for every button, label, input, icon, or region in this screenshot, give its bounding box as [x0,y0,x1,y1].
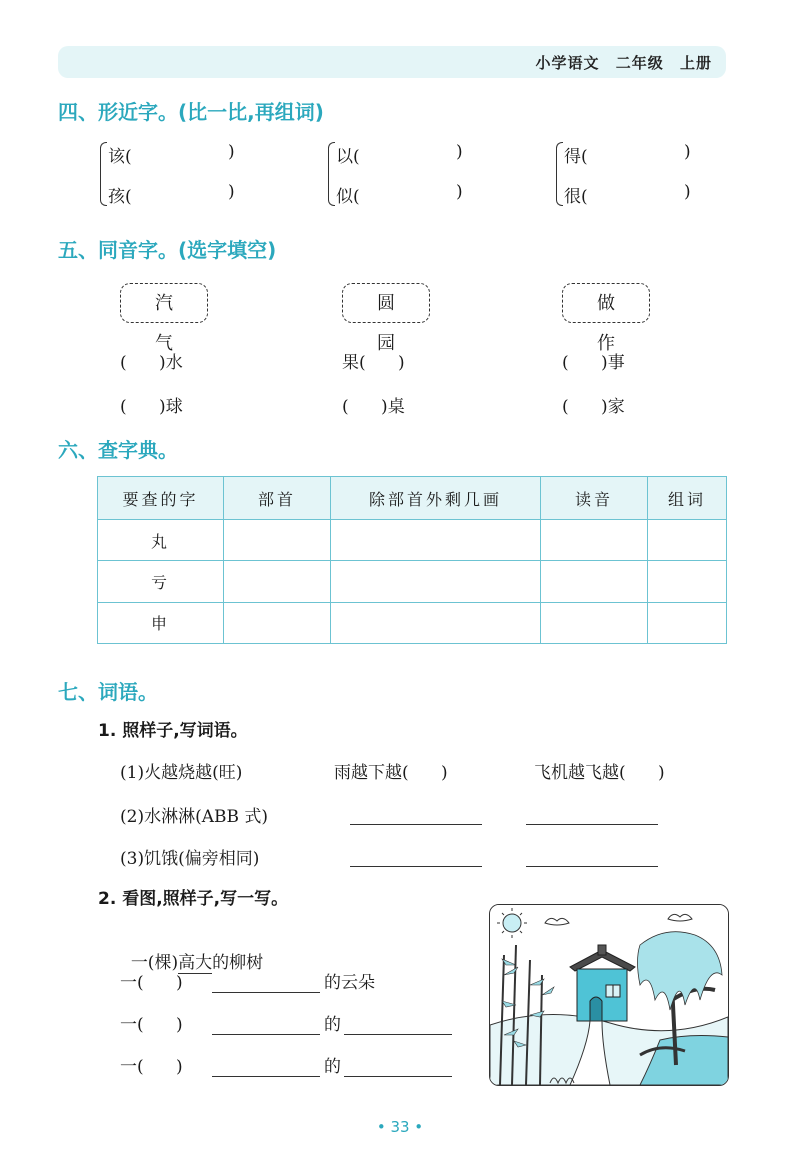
example-word: 高大 [178,953,213,973]
char-a: 该( [108,147,132,167]
phrase-mid: 的 [324,1015,341,1035]
close-paren: ) [456,142,463,162]
answer-cell[interactable] [541,561,648,602]
fill-blank: 果( ) [342,353,405,373]
answer-cell[interactable] [331,602,541,643]
answer-line[interactable] [350,844,482,867]
prompt-item: (2)水淋淋(ABB 式) [120,807,269,827]
brace [100,142,107,206]
similar-char-group-1 [100,140,260,210]
char-b: 似( [336,187,360,207]
close-paren: ) [456,182,463,202]
similar-char-group-3 [556,140,716,210]
char-b: 很( [564,187,588,207]
fill-blank: ( )球 [120,397,183,417]
fill-item: 雨越下越( ) [334,763,448,783]
homophone-box-3: 做 作 [562,283,650,323]
answer-cell[interactable] [648,561,727,602]
answer-cell[interactable] [224,561,331,602]
willow-house-illustration [489,904,729,1086]
table-row [98,561,727,602]
phrase-prefix: 一( ) [120,1015,183,1035]
subsection-2-title: 2. 看图,照样子,写一写。 [98,889,289,909]
answer-line[interactable] [344,1012,452,1035]
answer-line[interactable] [212,970,320,993]
col-header: 除部首外剩几画 [331,477,541,520]
col-header: 部首 [224,477,331,520]
brace [556,142,563,206]
answer-cell[interactable] [648,520,727,561]
page-number: • 33 • [376,1118,424,1136]
section-6-title: 六、查字典。 [58,438,178,462]
table-header-row [98,477,727,520]
answer-cell[interactable] [224,520,331,561]
col-header: 读音 [541,477,648,520]
char-b: 孩( [108,187,132,207]
answer-line[interactable] [212,1054,320,1077]
answer-line[interactable] [344,1054,452,1077]
char-cell: 丸 [98,520,224,561]
example-phrase [120,928,263,973]
char-a: 得( [564,147,588,167]
homophone-box-1: 汽 气 [120,283,208,323]
col-header: 要查的字 [98,477,224,520]
header-text: 小学语文 二年级 上册 [535,54,712,72]
answer-line[interactable] [526,844,658,867]
prompt-item: (3)饥饿(偏旁相同) [120,849,260,869]
char-cell: 亏 [98,561,224,602]
table-row [98,520,727,561]
fill-item: 飞机越飞越( ) [534,763,665,783]
col-header: 组词 [648,477,727,520]
phrase-prefix: 一( ) [120,973,183,993]
similar-char-group-2 [328,140,488,210]
answer-line[interactable] [350,802,482,825]
brace [328,142,335,206]
example-item: (1)火越烧越(旺) [120,763,243,783]
close-paren: ) [684,142,691,162]
homophone-box-2: 圆 园 [342,283,430,323]
example-suffix: 的柳树 [212,953,264,973]
char-a: 以( [336,147,360,167]
phrase-mid: 的云朵 [324,973,375,993]
section-5-title: 五、同音字。(选字填空) [58,238,277,262]
dictionary-table [97,476,727,644]
answer-line[interactable] [526,802,658,825]
page-header [58,46,726,78]
char-cell: 申 [98,602,224,643]
fill-blank: ( )家 [562,397,625,417]
illustration-svg [490,905,728,1085]
fill-blank: ( )事 [562,353,625,373]
phrase-prefix: 一( ) [120,1057,183,1077]
section-7-title: 七、词语。 [58,680,158,704]
close-paren: ) [228,182,235,202]
answer-cell[interactable] [331,520,541,561]
answer-cell[interactable] [648,602,727,643]
phrase-mid: 的 [324,1057,341,1077]
subsection-1-title: 1. 照样子,写词语。 [98,721,248,741]
close-paren: ) [228,142,235,162]
example-prefix: 一(棵) [130,953,179,973]
answer-cell[interactable] [331,561,541,602]
answer-line[interactable] [212,1012,320,1035]
fill-blank: ( )桌 [342,397,405,417]
answer-cell[interactable] [224,602,331,643]
table-row [98,602,727,643]
close-paren: ) [684,182,691,202]
answer-cell[interactable] [541,602,648,643]
fill-blank: ( )水 [120,353,183,373]
section-4-title: 四、形近字。(比一比,再组词) [58,100,324,124]
answer-cell[interactable] [541,520,648,561]
